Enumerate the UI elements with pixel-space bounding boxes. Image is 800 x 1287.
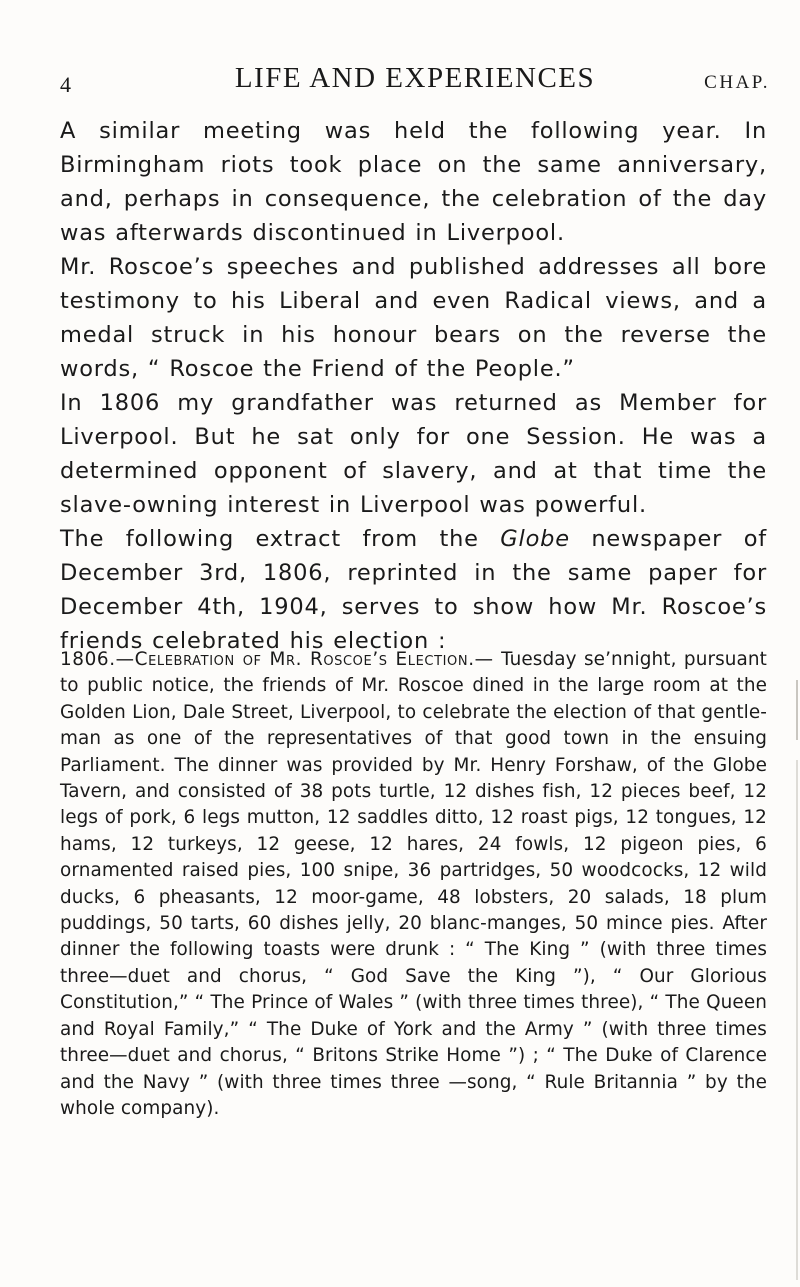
paragraph: Mr. Roscoe’s speeches and published addresses all bore testimony to his Liberal and even Radical views, and a medal struck in his honour bears on the reverse the words, “ Roscoe the Friend of the People.” [60, 254, 767, 382]
chapter-label: CHAP. [704, 72, 770, 93]
page-edge-shadow [796, 760, 798, 1280]
page-header [60, 62, 770, 102]
page-number: 4 [60, 72, 71, 97]
paragraph-text: newspaper of December 3rd, 1806, reprinted in the same paper for December 4th, 1904, serves to show how Mr. Roscoe’s friends celebrated his election : [60, 526, 767, 654]
paragraph: In 1806 my grandfather was returned as Member for Liverpool. But he sat only for one Session. He was a determined opponent of slavery, and at that time the slave-owning interest in Liverpool was powerful. [60, 390, 767, 518]
newspaper-title: Globe [500, 526, 570, 552]
extract-heading: 1806.—Celebration of Mr. Roscoe’s Election.— [60, 649, 494, 670]
paragraph [60, 522, 767, 658]
running-title: LIFE AND EXPERIENCES [234, 62, 596, 94]
body-text [60, 114, 767, 658]
page-edge-shadow [796, 680, 798, 740]
extract-text: Tuesday se’nnight, pursuant to public notice, the friends of Mr. Roscoe dined in the large room at the Golden Lion, Dale Street, Liverpool, to celebrate the election of that gentle-man as one of the representatives of that good town in the ensuing Parliament. The dinner was provided by Mr. Henry Forshaw, of the Globe Tavern, and consisted of 38 pots turtle, 12 dishes fish, 12 pieces beef, 12 legs of pork, 6 legs mutton, 12 saddles ditto, 12 roast pigs, 12 tongues, 12 hams, 12 turkeys, 12 geese, 12 hares, 24 fowls, 12 pigeon pies, 6 ornamented raised pies, 100 snipe, 36 partridges, 50 woodcocks, 12 wild ducks, 6 pheasants, 12 moor-game, 48 lobsters, 20 salads, 18 plum puddings, 50 tarts, 60 dishes jelly, 20 blanc-manges, 50 mince pies. After dinner the following toasts were drunk : “ The King ” (with three times three—duet and chorus, “ God Save the King ”), “ Our Glorious Constitution,” “ The Prince of Wales ” (with three times three), “ The Queen and Royal Family,” “ The Duke of York and the Army ” (with three times three—duet and chorus, “ Britons Strike Home ”) ; “ The Duke of Clarence and the Navy ” (with three times three —song, “ Rule Britannia ” by the whole company). [60, 649, 767, 1119]
paragraph: A similar meeting was held the following year. In Birmingham riots took place on the same anniversary, and, perhaps in consequence, the celebration of the day was afterwards discontinued in Liverpool. [60, 118, 767, 246]
newspaper-extract [60, 647, 767, 1122]
paragraph-text: The following extract from the [60, 526, 501, 552]
